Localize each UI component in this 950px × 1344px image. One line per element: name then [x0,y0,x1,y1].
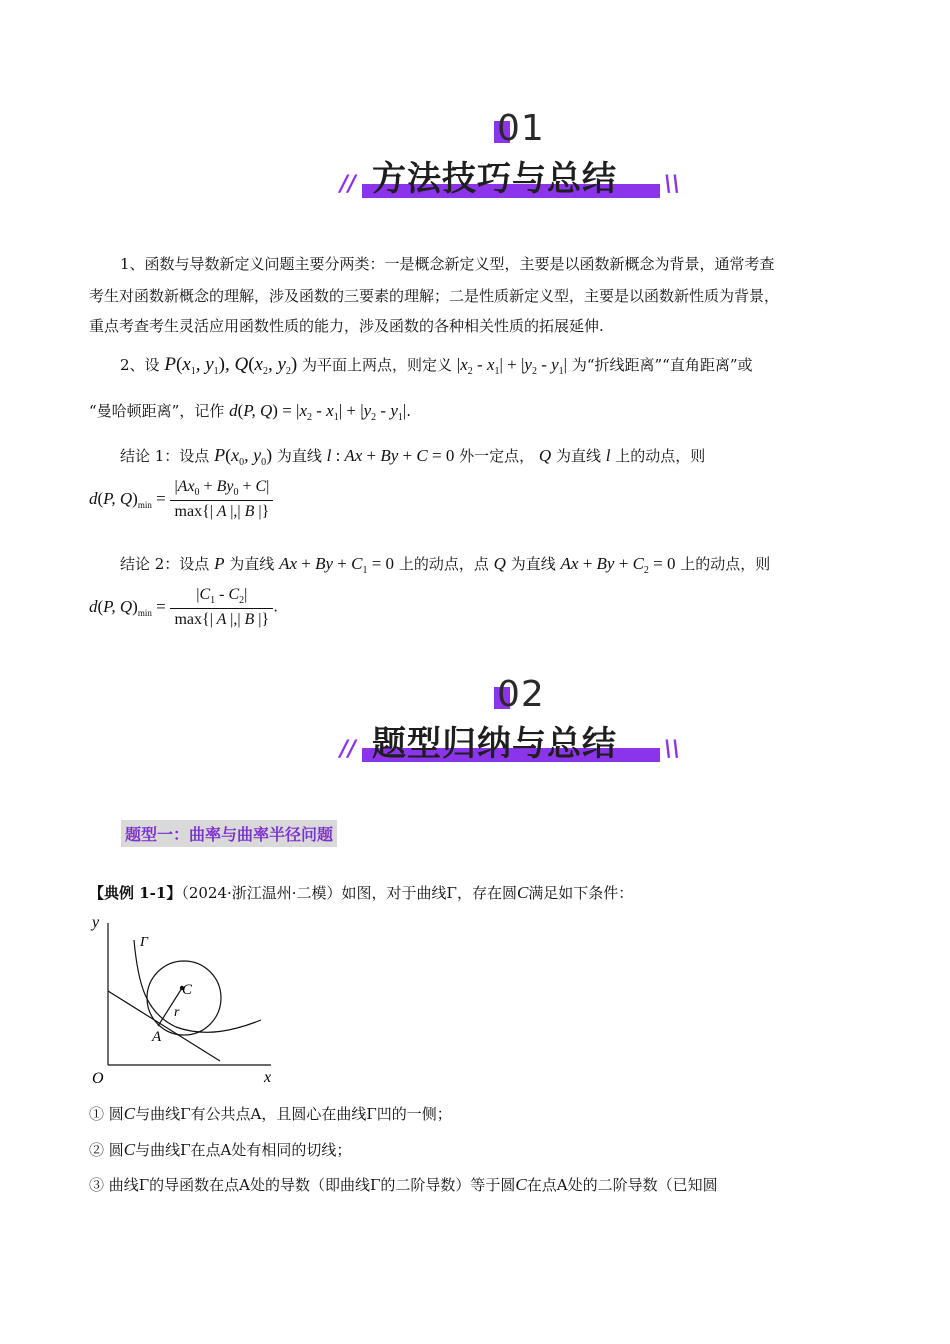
question-type-badge: 题型一：曲率与曲率半径问题 [121,820,337,847]
slash-decoration-left: // [340,737,357,762]
example-tag: 【典例 1-1】 [89,884,182,902]
manhattan-distance-formula: d(P, $Q) = |x_2 - x_1| + |y_2 - y_1|$ [229,401,407,423]
point-p0-formula: $P(x_0$, $y_0$) [214,445,273,468]
intro-line-3: 重点考查考生灵活应用函数性质的能力，涉及函数的各种相关性质的拓展延伸. [89,317,604,335]
curve-circle-figure [86,905,286,1090]
gamma-label: Γ [140,935,148,950]
section-number: 02 [497,674,545,715]
intro-line-2: 考生对函数新概念的理解，涉及函数的三要素的理解；二是性质新定义型，主要是以函数新性质为背景， [89,287,780,305]
origin-label: O [92,1070,104,1087]
intro-line-1: 1、函数与导数新定义问题主要分两类：一是概念新定义型，主要是以函数新概念为背景，通常考查 [120,255,775,273]
slash-decoration-right: \\ [664,737,681,762]
conclusion-2-line: 结论 2：设点 P 为直线 $Ax + By + C_1 = 0$ 上的动点，点 Q 为直线 $Ax + By + C_2 = 0$ 上的动点，则 [120,554,771,576]
example-line: 【典例 1-1】（2024·浙江温州·二模）如图，对于曲线Γ，存在圆C满足如下条件： [89,883,634,902]
x-label: x [264,1069,272,1086]
slash-decoration-right: \\ [664,172,681,197]
radius-label: r [174,1005,180,1020]
condition-3: ③ 曲线Γ的导函数在点A处的导数（即曲线Γ的二阶导数）等于圆C在点A处的二阶导数（已知圆 [89,1175,718,1194]
conclusion-1-line: 结论 1：设点 $P(x_0$, $y_0$) 为直线 l : Ax + By + C = 0 外一定点， Q 为直线 l 上的动点，则 [120,445,706,468]
conclusion-2-formula: d(P, $Q)_{min}$ = $\frac{|C_1 - C_2|}{\max\{| A |,| B |\}}$ . [89,586,278,628]
section-title: 题型归纳与总结 [372,724,617,764]
condition-2: ② 圆C与曲线Γ在点A处有相同的切线； [89,1140,352,1159]
definition-line-1: 2、设 $P(x_1$, $y_1$), $Q(x_2$, $y_2$) 为平面上两点，则定义 $|x_2 - x_1| + |y_2 - y_1|$ 为“折线距离”“直角距离”或 [120,354,753,377]
y-label: y [92,914,100,931]
section-number: 01 [497,108,545,149]
conclusion-1-formula: d(P, $Q)_{min}$ = $\frac{|Ax_0 + By_0 + C|}{\max\{| A |,| B |\}}$ [89,478,273,521]
center-label: C [182,982,193,998]
condition-1: ① 圆C与曲线Γ有公共点A，且圆心在曲线Γ凹的一侧； [89,1104,452,1123]
distance-definition-formula: $|x_2 - x_1| + |y_2 - y_1|$ [456,355,568,377]
definition-line-2: “曼哈顿距离”，记作 d(P, $Q) = |x_2 - x_1| + |y_2 - y_1|$. [89,401,412,423]
section-title: 方法技巧与总结 [372,159,617,199]
line-l-formula: l : Ax + By + C = 0 [326,446,455,465]
tangent-line [108,991,220,1061]
slash-decoration-left: // [340,172,357,197]
point-a-label: A [152,1029,162,1045]
osculating-circle [147,961,221,1035]
points-formula: $P(x_1$, $y_1$), $Q(x_2$, $y_2$) [164,354,298,377]
